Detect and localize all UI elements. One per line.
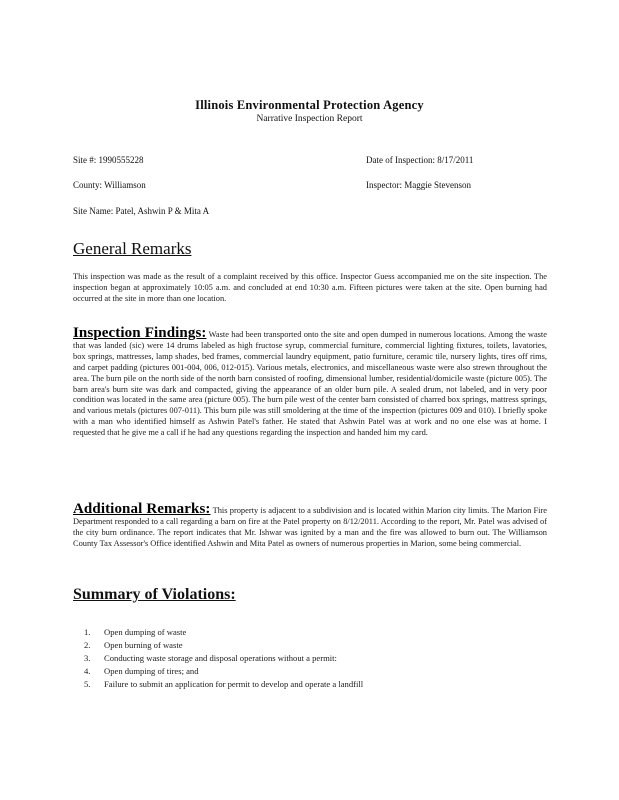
violation-item: 2. Open burning of waste bbox=[84, 640, 183, 650]
inspector: Inspector: Maggie Stevenson bbox=[366, 180, 471, 190]
general-remarks-heading: General Remarks bbox=[73, 239, 192, 258]
report-subtitle: Narrative Inspection Report bbox=[256, 114, 363, 124]
violation-item: 4. Open dumping of tires; and bbox=[84, 666, 199, 676]
site-name: Site Name: Patel, Ashwin P & Mita A bbox=[73, 206, 210, 216]
inspection-findings-text: Waste had been transported onto the site and open dumped in numerous locations. Among the waste that was landed (sic) were 14 drums labeled as high fructose syrup, commercial furniture, commercial lighting fixtures, toilets, lavatories, box springs, mattresses, lamp shades, bed frames, commercial laundry equipment, patio furniture, ceramic tile, nursery lights, tires off rims, and carpet padding (pictures 001-004, 006, 012-015). Various metals, electronics, and miscellaneous waste were also strewn throughout the area. The burn pile on the north side of the north barn consisted of roofing, dimensional lumber, residential/domicile waste (picture 005). The barn area's burn site was dark and compacted, giving the appearance of an older burn pile. A sealed drum, not labeled, and in very poor condition was located in the same area (picture 005). The burn pile west of the center barn consisted of charred box springs, mattress springs, and various metals (pictures 007-011). This burn pile was still smoldering at the time of the inspection (pictures 009 and 010). I briefly spoke with a man who identified himself as Ashwin Patel's father. He stated that Ashwin Patel was at work and no one else was at home. I requested that he give me a call if he had any questions regarding the inspection and handed him my card. bbox=[73, 330, 547, 438]
inspection-findings-paragraph bbox=[73, 325, 547, 439]
summary-heading: Summary of Violations: bbox=[73, 586, 236, 603]
violation-item: 5. Failure to submit an application for permit to develop and operate a landfill bbox=[84, 679, 364, 689]
additional-remarks-paragraph bbox=[73, 501, 547, 550]
site-number: Site #: 1990555228 bbox=[73, 155, 144, 165]
general-remarks-text: This inspection was made as the result of a complaint received by this office. Inspector Guess accompanied me on the site inspection. The inspection began at approximately 10:05 a.m. and concluded at end 10:30 a.m. Fifteen pictures were taken at the site. Open burning had occurred at the site in more than one location. bbox=[73, 272, 547, 303]
violations-list bbox=[84, 626, 363, 691]
violation-item: 1. Open dumping of waste bbox=[84, 627, 187, 637]
inspection-findings-heading: Inspection Findings: bbox=[73, 325, 207, 341]
violation-item: 3. Conducting waste storage and disposal operations without a permit: bbox=[84, 653, 337, 663]
additional-remarks-heading: Additional Remarks: bbox=[73, 501, 211, 517]
additional-remarks-text: This property is adjacent to a subdivision and is located within Marion city limits. The Marion Fire Department responded to a call regarding a barn on fire at the Patel property on 8/12/2011. According to the report, Mr. Patel was advised of the city burn ordinance. The report indicates that Mr. Ishwar was ignited by a man and the fire was allowed to burn out. The Williamson County Tax Assessor's Office identified Ashwin and Mita Patel as owners of numerous properties in Marion, some being commercial. bbox=[73, 506, 547, 548]
inspection-date: Date of Inspection: 8/17/2011 bbox=[366, 155, 474, 165]
county: County: Williamson bbox=[73, 180, 146, 190]
agency-title: Illinois Environmental Protection Agency bbox=[195, 98, 424, 112]
